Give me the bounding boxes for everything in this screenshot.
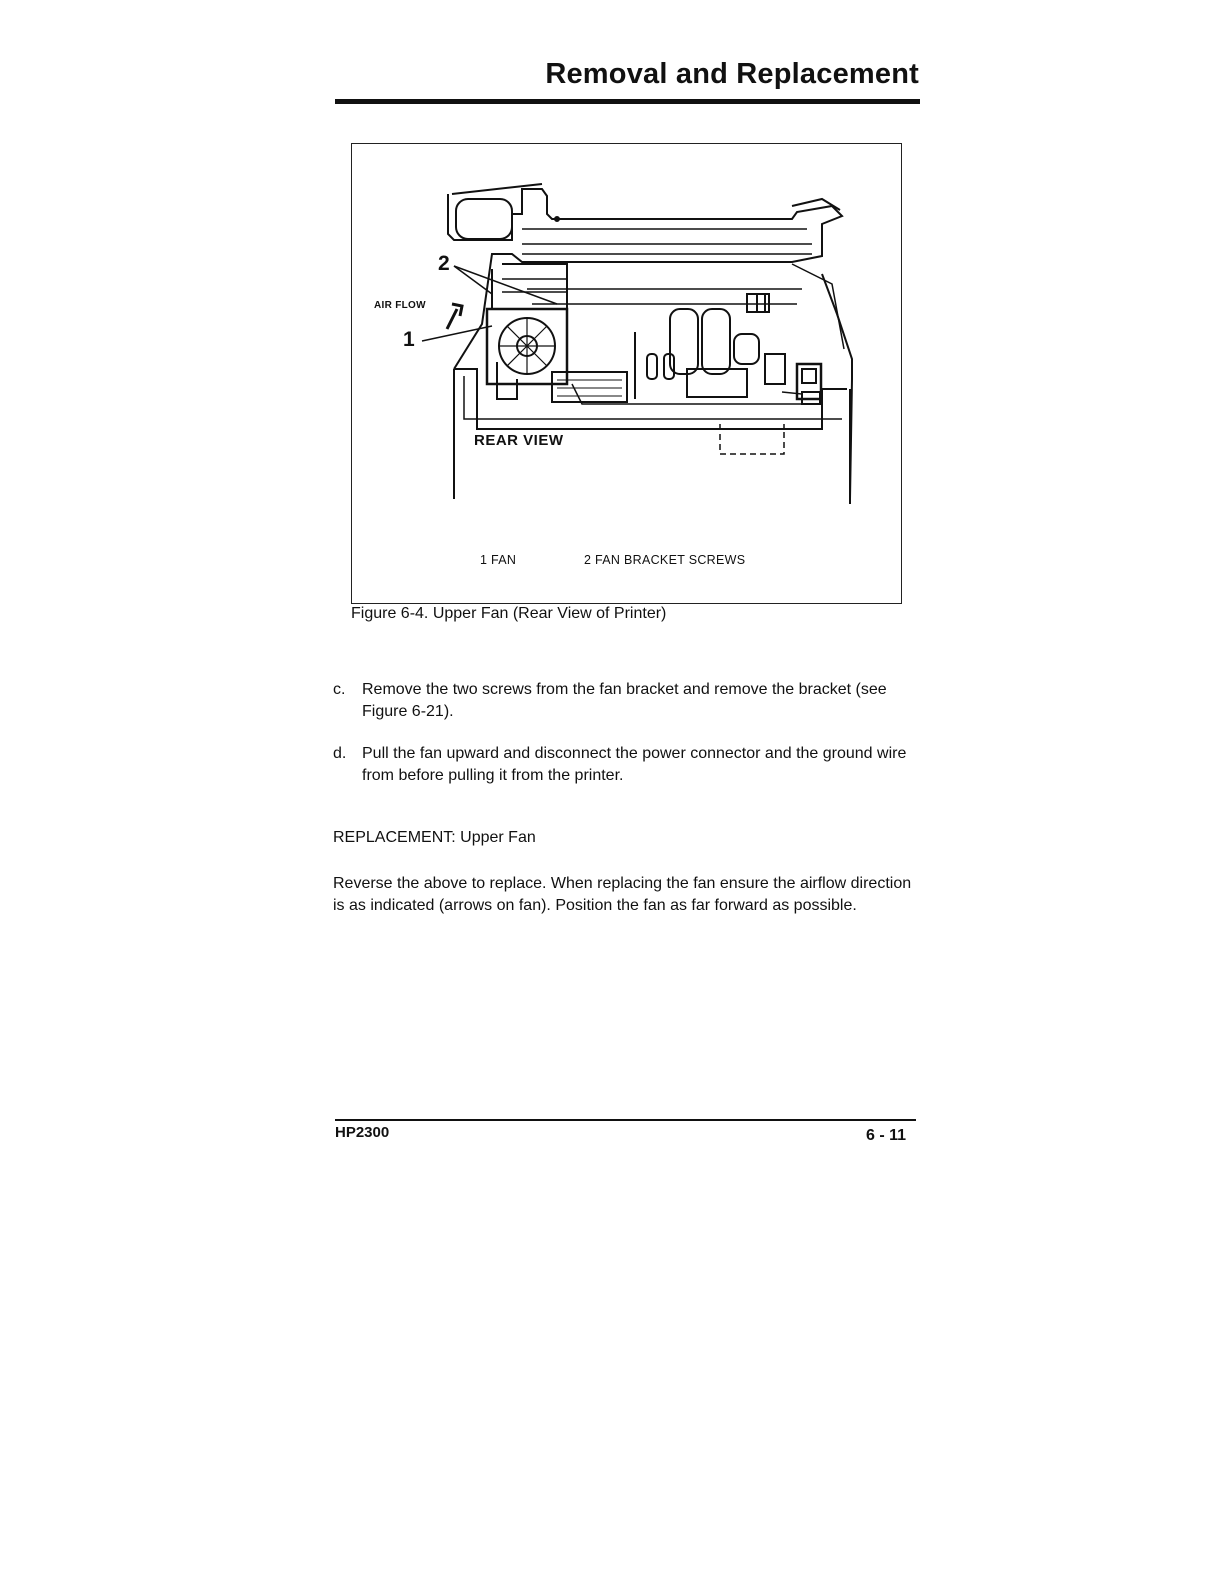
footer-page-number: 6 - 11 <box>866 1127 907 1144</box>
airflow-label: AIR FLOW <box>374 300 426 311</box>
callout-number-1: 1 <box>403 328 415 351</box>
step-letter: d. <box>333 745 347 762</box>
printer-housing <box>454 254 852 499</box>
footer-model: HP2300 <box>335 1124 390 1141</box>
figure-caption: Figure 6-4. Upper Fan (Rear View of Printer) <box>351 605 667 622</box>
replacement-paragraph: Reverse the above to replace. When replacing the fan ensure the airflow direction is as indicated (arrows on fan). Position the fan as far forward as possible. <box>333 875 912 914</box>
step-letter: c. <box>333 681 346 698</box>
header-rule <box>335 99 920 104</box>
legend-item-fan-bracket-screws: 2 FAN BRACKET SCREWS <box>584 553 746 567</box>
footer-rule <box>335 1119 916 1121</box>
step-text: Remove the two screws from the fan bracket and remove the bracket (see Figure 6-21). <box>362 681 887 720</box>
legend-item-fan: 1 FAN <box>480 553 517 567</box>
replacement-heading: REPLACEMENT: Upper Fan <box>333 829 536 846</box>
circuit-board <box>552 294 821 404</box>
step-text: Pull the fan upward and disconnect the power connector and the ground wire from before pulling it from the printer. <box>362 745 907 784</box>
printer-rear-view-illustration <box>352 144 901 603</box>
page-header-title: Removal and Replacement <box>545 58 919 90</box>
upper-fan <box>487 264 567 399</box>
top-roller-assembly <box>448 184 842 262</box>
rear-view-label: REAR VIEW <box>474 432 564 449</box>
figure-frame <box>351 143 902 604</box>
callout-number-2: 2 <box>438 252 450 275</box>
